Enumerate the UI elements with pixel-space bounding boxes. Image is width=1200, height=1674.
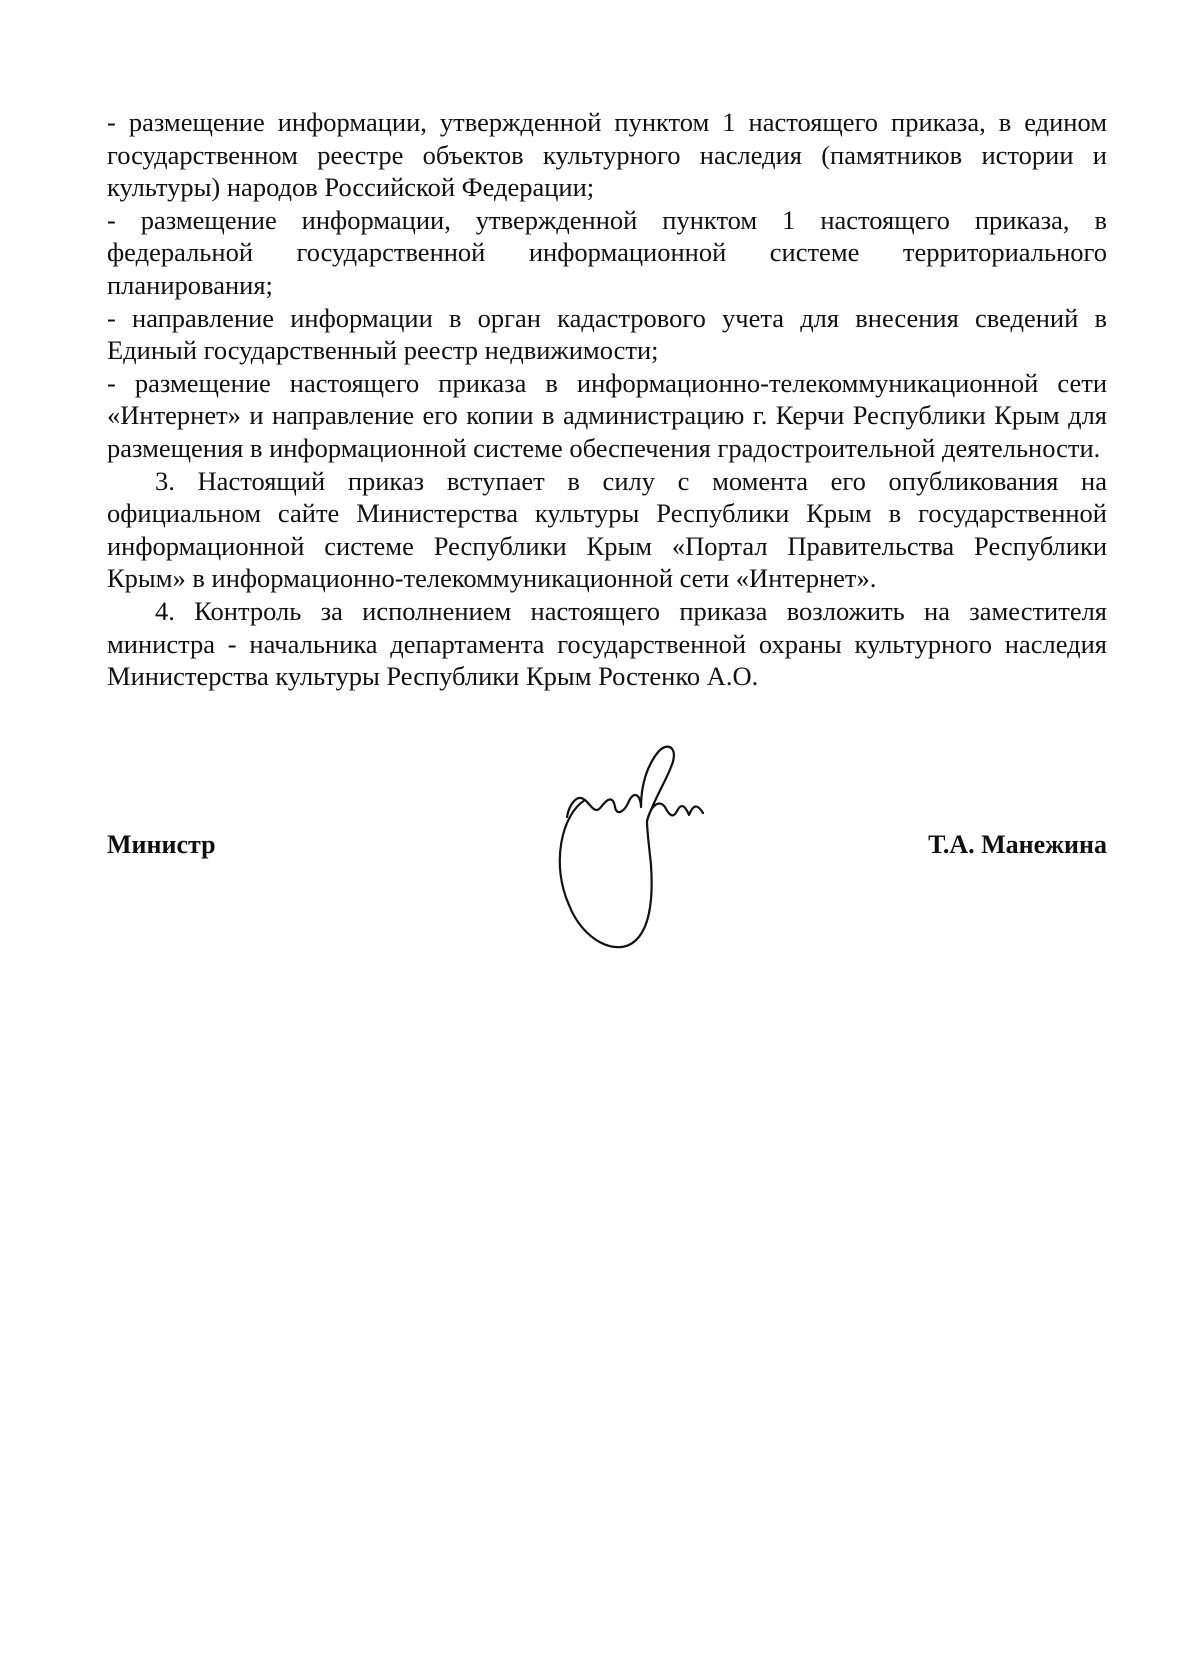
signature-loop [560, 800, 652, 947]
paragraph-bullet-publication: - размещение настоящего приказа в информационно-телекоммуникационной сети «Интернет» и направление его копии в администрацию г. Керчи Республики Крым для размещения в информационной системе обеспечения градостроительной деятельности. [107, 367, 1107, 463]
paragraph-item-4: 4. Контроль за исполнением настоящего приказа возложить на заместителя министра - начальника департамента государственной охраны культурного наследия Министерства культуры Республики Крым Ростенко А.О. [107, 595, 1107, 692]
paragraph-item-3: 3. Настоящий приказ вступает в силу с момента его опубликования на официальном сайте Министерства культуры Республики Крым в государственной информационной системе Республики Крым «Портал Правительства Республики Крым» в информационно-телекоммуникационной сети «Интернет». [107, 465, 1107, 594]
handwritten-signature [555, 745, 755, 965]
paragraph-bullet-planning-system: - размещение информации, утвержденной пунктом 1 настоящего приказа, в федеральной государственной информационной системе территориального планирования; [107, 204, 1107, 300]
signer-name: Т.А. Манежина [928, 830, 1107, 859]
paragraph-bullet-cadastre: - направление информации в орган кадастрового учета для внесения сведений в Единый государственный реестр недвижимости; [107, 302, 1107, 366]
paragraph-bullet-registry: - размещение информации, утвержденной пунктом 1 настоящего приказа, в едином государственном реестре объектов культурного наследия (памятников истории и культуры) народов Российской Федерации; [107, 107, 1107, 203]
signer-position: Министр [107, 830, 216, 859]
document-body [107, 106, 1107, 693]
signature-stroke [567, 747, 703, 821]
